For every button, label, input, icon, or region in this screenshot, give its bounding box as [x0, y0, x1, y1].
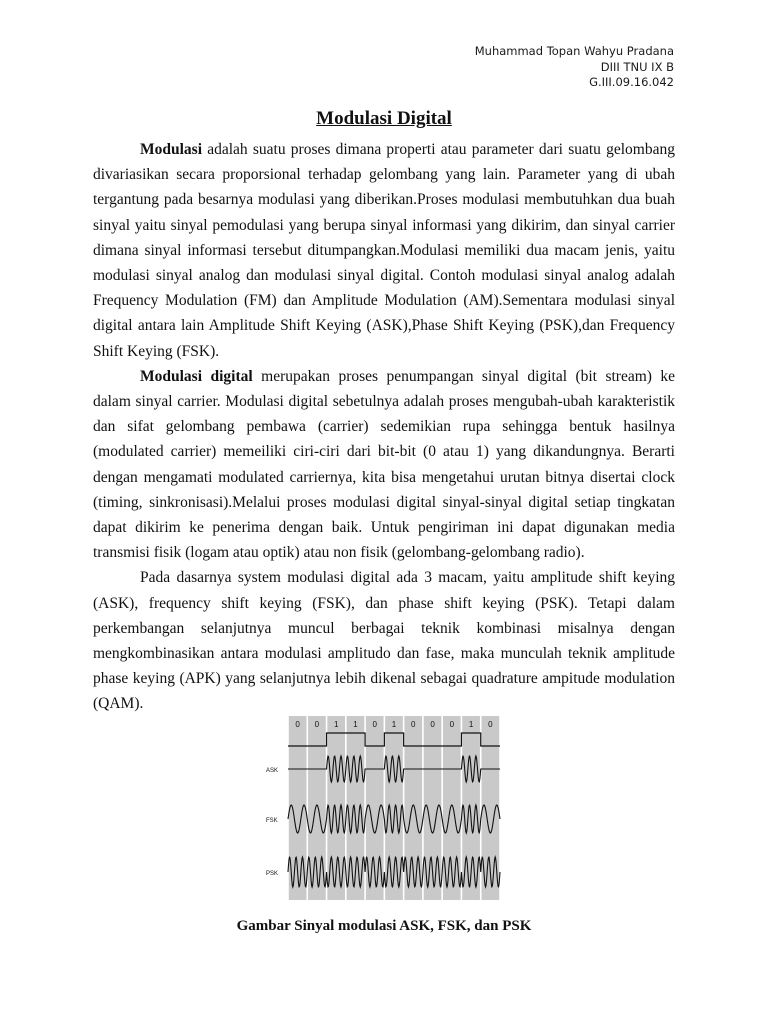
paragraph-text: Pada dasarnya system modulasi digital ada 3 macam, yaitu amplitude shift keying (ASK), frequency shift keying (FSK), dan phase shift keying (PSK). Tetapi dalam perkembangan selanjutnya muncul berbagai teknik kombinasi misalnya dengan mengkombinasikan antara modulasi amplitudo dan fase, maka munculah teknik amplitude phase keying (APK) yang selanjutnya lebih dikenal sebagai quadrature ampitude modulation (QAM).: [93, 569, 675, 713]
bit-label: 0: [449, 720, 455, 729]
author-id: G.III.09.16.042: [589, 75, 674, 89]
paragraph-lead: Modulasi digital: [140, 367, 253, 385]
row-label-ask: ASK: [266, 768, 279, 774]
author-header: [475, 44, 674, 91]
figure-caption: Gambar Sinyal modulasi ASK, FSK, dan PSK: [236, 918, 532, 934]
paragraph-modulasi: [93, 137, 675, 364]
author-class: DIII TNU IX B: [600, 59, 674, 74]
bit-label: 1: [391, 720, 397, 729]
bit-label: 1: [353, 720, 358, 729]
paragraph-modulasi-digital: [93, 364, 675, 566]
bit-label: 0: [430, 720, 435, 729]
bit-label: 1: [333, 720, 339, 729]
bit-label: 0: [411, 720, 416, 729]
paragraph-lead: Modulasi: [140, 141, 203, 158]
paragraph-text: merupakan proses penumpangan sinyal digital (bit stream) ke dalam sinyal carrier. Modulasi digital sebetulnya adalah proses mengubah-ubah karakteristik dan sifat gelombang pembawa (carrier) sedemikian rupa sehingga bentuk hasilnya (modulated carrier) memeiliki ciri-ciri dari bit-bit (0 atau 1) yang dikandungnya. Berarti dengan mengamati modulated carriernya, kita bisa mengetahui urutan bitnya disertai clock (timing, sinkronisasi).Melalui proses modulasi digital sinyal-sinyal digital setiap tingkatan dapat dikirim ke penerima dengan baik. Untuk pengiriman ini dapat digunakan media transmisi fisik (logam atau optik) atau non fisik (gelombang-gelombang radio).: [93, 367, 676, 562]
document-body: [93, 137, 675, 717]
row-label-psk: PSK: [266, 871, 279, 877]
row-label-fsk: FSK: [266, 818, 278, 824]
modulation-diagram: [264, 714, 504, 904]
page-title: Modulasi Digital: [316, 108, 452, 129]
bit-label: 0: [372, 720, 377, 729]
bit-label: 0: [314, 720, 320, 729]
paragraph-system-modulasi: [93, 565, 675, 716]
paragraph-text: adalah suatu proses dimana properti atau parameter dari suatu gelombang divariasikan secara proporsional terhadap gelombang yang lain. Parameter yang di ubah tergantung pada besarnya modulasi yang diberikan.Proses modulasi membutuhkan dua buah sinyal yaitu sinyal pemodulasi yang berupa sinyal informasi yang dikirim, dan sinyal carrier dimana sinyal informasi tersebut ditumpangkan.Modulasi memiliki dua macam jenis, yaitu modulasi sinyal analog dan modulasi sinyal digital. Contoh modulasi sinyal analog adalah Frequency Modulation (FM) dan Amplitude Modulation (AM).Sementara modulasi sinyal digital antara lain Amplitude Shift Keying (ASK),Phase Shift Keying (PSK),dan Frequency Shift Keying (FSK).: [93, 141, 675, 360]
author-name: Muhammad Topan Wahyu Pradana: [474, 44, 674, 58]
bit-label: 0: [488, 720, 493, 729]
modulation-figure: [264, 714, 504, 904]
bit-label: 1: [468, 720, 474, 729]
bit-label: 0: [295, 720, 300, 729]
